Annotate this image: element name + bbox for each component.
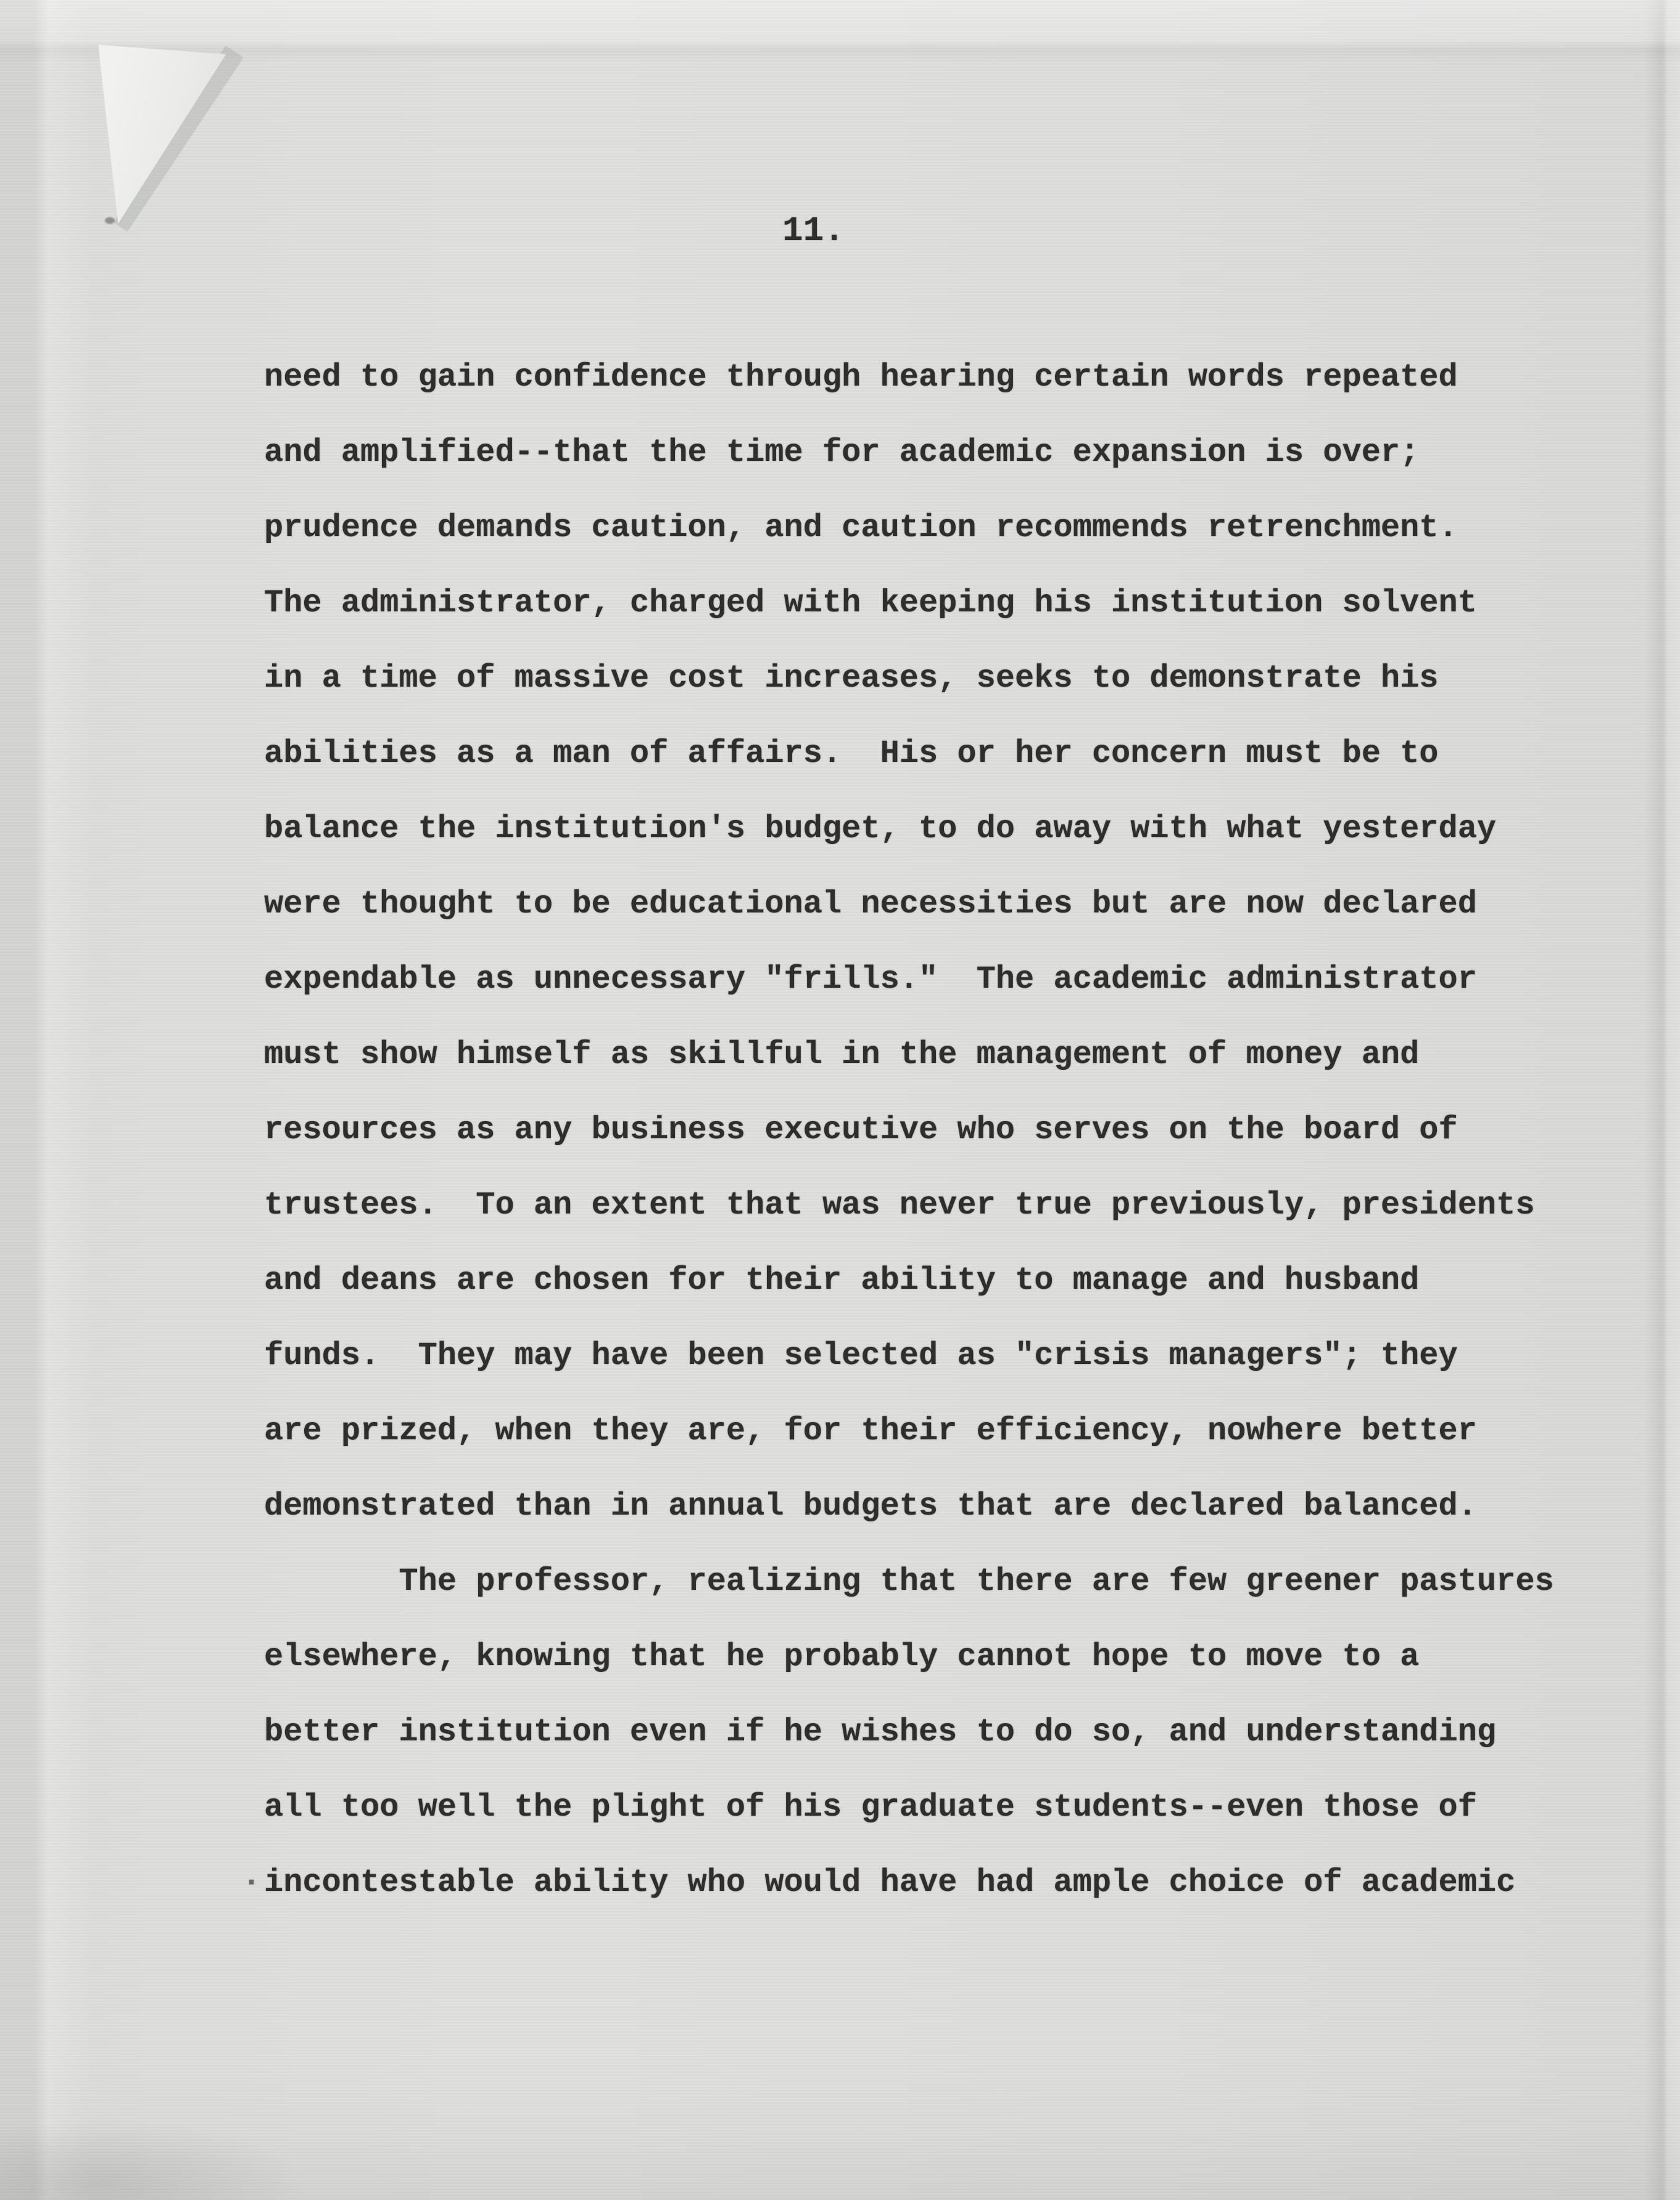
text-line: balance the institution's budget, to do away with what yesterday — [264, 811, 1497, 847]
text-line: better institution even if he wishes to do so, and understanding — [264, 1714, 1497, 1750]
tear-tip-mark — [105, 217, 115, 224]
text-line: elsewhere, knowing that he probably cannot hope to move to a — [264, 1639, 1420, 1675]
text-line: were thought to be educational necessities but are now declared — [264, 886, 1477, 922]
text-line: demonstrated than in annual budgets that are declared balanced. — [264, 1488, 1477, 1524]
text-line: funds. They may have been selected as "crisis managers"; they — [264, 1338, 1458, 1374]
torn-corner-flap — [93, 37, 234, 230]
stray-mark: · — [242, 1864, 262, 1901]
text-line: and deans are chosen for their ability to manage and husband — [264, 1262, 1420, 1299]
text-line: The administrator, charged with keeping his institution solvent — [264, 585, 1477, 621]
text-line: all too well the plight of his graduate students--even those of — [264, 1789, 1477, 1826]
text-line: trustees. To an extent that was never true previously, presidents — [264, 1187, 1535, 1223]
text-line: are prized, when they are, for their efficiency, nowhere better — [264, 1413, 1477, 1449]
text-line: prudence demands caution, and caution recommends retrenchment. — [264, 510, 1458, 546]
page-number: 11. — [782, 211, 845, 250]
text-line: abilities as a man of affairs. His or her concern must be to — [264, 735, 1439, 772]
typed-lines — [264, 340, 1591, 1921]
text-line: expendable as unnecessary "frills." The academic administrator — [264, 961, 1477, 998]
text-line: need to gain confidence through hearing certain words repeated — [264, 359, 1458, 395]
text-line: and amplified--that the time for academic expansion is over; — [264, 434, 1420, 471]
text-line: resources as any business executive who serves on the board of — [264, 1112, 1458, 1148]
text-line: incontestable ability who would have had ample choice of academic — [264, 1864, 1516, 1901]
text-line: in a time of massive cost increases, seeks to demonstrate his — [264, 660, 1439, 697]
text-line: must show himself as skillful in the management of money and — [264, 1036, 1420, 1073]
text-line: The professor, realizing that there are few greener pastures — [264, 1563, 1554, 1600]
